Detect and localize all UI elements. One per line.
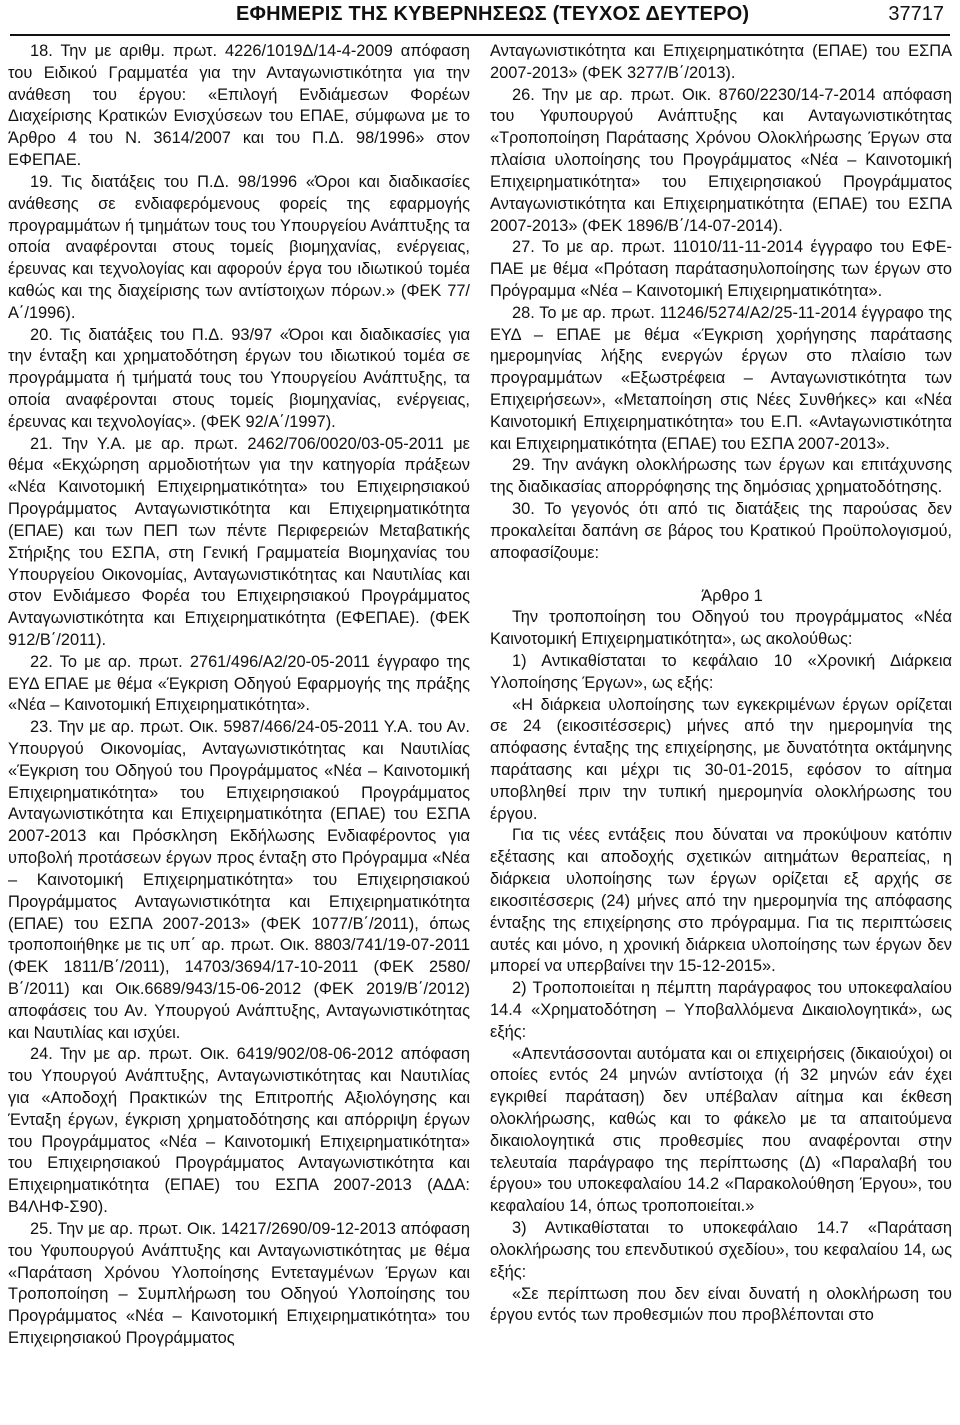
paragraph-21: 21. Την Υ.Α. με αρ. πρωτ. 2462/706/0020/03-05-2011 με θέμα «Εκχώρηση αρμοδιοτήτων για την κατηγορία πράξεων «Νέα Καινοτομική Επιχειρηματικότητα» του Επιχειρησιακού Προγράμματος Ανταγωνιστικότητα και Επιχειρηματικότητα (ΕΠΑΕ) και των ΠΕΠ των πέντε Περιφερειών Μεταβατικής Στήριξης του ΕΣΠΑ, στη Γενική Γραμματεία Βιομηχανίας του Υπουργείου Οικονομίας, Ανταγωνιστικότητας και Ναυτιλίας και στον Ενδιάμεσο Φορέα του Επιχειρησιακού Προγράμματος Ανταγωνιστικότητα και Επιχειρηματικότητα (ΕΦΕΠΑΕ). (ΦΕΚ 912/Β΄/2011). xyxy=(8,434,470,649)
paragraph-25: 25. Την με αρ. πρωτ. Οικ. 14217/2690/09-12-2013 απόφαση του Υφυπουργού Ανάπτυξης και Ανταγωνιστικότητας με θέμα «Παράταση Χρόνου Υλοποίησης Εντεταγμένων Έργων και Τροποποίηση – Συμπλήρωση του Οδηγού Υλοποίησης του Προγράμματος «Νέα – Καινοτομική Επιχειρηματικότητα» του Επιχειρησιακού Προγράμματος xyxy=(8,1219,470,1347)
page-header xyxy=(10,0,950,36)
amendment-1-text-a: «Η διάρκεια υλοποίησης των εγκεκριμένων έργων ορίζεται σε 24 (εικοσιτέσσερις) μήνες από την ημερομηνία της απόφασης ένταξης της επιχείρησης, με δυνατότητα οκτάμηνης παράτασης και μέχρι τις 30-01-2015, εφόσον το αίτημα υποβληθεί πριν την τυπική ημερομηνία ολοκλήρωσης του έργου. xyxy=(490,695,952,823)
amendment-1-text-b: Για τις νέες εντάξεις που δύναται να προκύψουν κατόπιν εξέτασης και αποδοχής σχετικών αιτημάτων θεραπείας, η διάρκεια υλοποίησης των έργων ορίζεται εξ αρχής σε εικοσιτέσσερις (24) μήνες από την ημερομηνία της απόφασης ένταξης της επιχείρησης στο πρόγραμμα. Για τις περιπτώσεις αυτές και μόνο, η χρονική διάρκεια υλοποίησης των έργων δεν μπορεί να υπερβαίνει την 15-12-2015». xyxy=(490,826,952,976)
gazette-title: ΕΦΗΜΕΡΙΣ ΤΗΣ ΚΥΒΕΡΝΗΣΕΩΣ (ΤΕΥΧΟΣ ΔΕΥΤΕΡΟ) xyxy=(236,3,750,25)
page-number: 37717 xyxy=(888,3,944,25)
amendment-3-text: «Σε περίπτωση που δεν είναι δυνατή η ολοκλήρωση του έργου εντός των προθεσμιών που προβλέπονται στο xyxy=(490,1284,952,1325)
article-title: Άρθρο 1 xyxy=(701,586,763,605)
left-column xyxy=(8,41,470,1350)
amendment-1: 1) Αντικαθίσταται το κεφάλαιο 10 «Χρονική Διάρκεια Υλοποίησης Έργων», ως εξής: xyxy=(490,651,952,692)
paragraph-19: 19. Τις διατάξεις του Π.Δ. 98/1996 «Όροι και διαδικασίες ανάθεσης σε ενδιαφερόμενους φορείς της εφαρμογής προγραμμάτων ή τμημάτων τους του Υπουργείου Ανάπτυξης τα οποία αναφέρονται στους τομείς βιομηχανίας, ενέργειας, έρευνας και τεχνολογίας και αφορούν έργα του ιδιωτικού τομέα καθώς και της διαχείρισης των αντίστοιχων πόρων.» (ΦΕΚ 77/Α΄/1996). xyxy=(8,172,470,322)
paragraph-27: 27. Το με αρ. πρωτ. 11010/11-11-2014 έγγραφο του ΕΦΕΠΑΕ με θέμα «Πρόταση παράτασηυλοποίησης των έργων στο Πρόγραμμα «Νέα – Καινοτομική Επιχειρηματικότητα». xyxy=(490,238,952,300)
paragraph-24: 24. Την με αρ. πρωτ. Οικ. 6419/902/08-06-2012 απόφαση του Υπουργού Ανάπτυξης, Ανταγωνιστικότητας και Ναυτιλίας για «Αποδοχή Πρακτικών της Επιτροπής Αξιολόγησης και Ένταξη έργων, έγκριση χρηματοδότησης και απόρριψη έργων του Προγράμματος «Νέα – Καινοτομική Επιχειρηματικότητα» του Επιχειρησιακού Προγράμματος Ανταγωνιστικότητα και Επιχειρηματικότητα (ΕΠΑΕ) του ΕΣΠΑ 2007-2013 (ΑΔΑ: Β4ΛΗΦ-Σ90). xyxy=(8,1045,470,1217)
paragraph-28: 28. Το με αρ. πρωτ. 11246/5274/Α2/25-11-2014 έγγραφο της ΕΥΔ – ΕΠΑΕ με θέμα «Έγκριση χορήγησης παράτασης ημερομηνίας λήξης ενεργών έργων στο πλαίσιο των προγραμμάτων «Εξωστρέφεια – Ανταγωνιστικότητα των Επιχειρήσεων», «Μεταποίηση στις Νέες Συνθήκες» και «Νέα Καινοτομική Επιχειρηματικότητα» του Ε.Π. «Ανtaγωνιστικότητα και Επιχειρηματικότητα (ΕΠΑΕ) του ΕΣΠΑ 2007-2013». xyxy=(490,303,952,453)
paragraph-20: 20. Τις διατάξεις του Π.Δ. 93/97 «Όροι και διαδικασίες για την ένταξη και χρηματοδότηση έργων του ιδιωτικού τομέα σε προγράμματα ή τμήματά τους του Υπουργείου Ανάπτυξης, τα οποία αναφέρονται στους τομείς βιομηχανίας, ενέργειας, έρευνας και τεχνολογίας». (ΦΕΚ 92/Α΄/1997). xyxy=(8,325,470,431)
paragraph-23: 23. Την με αρ. πρωτ. Οικ. 5987/466/24-05-2011 Υ.Α. του Αν. Υπουργού Οικονομίας, Ανταγωνιστικότητας και Ναυτιλίας «Έγκριση του Οδηγού του Προγράμματος «Νέα – Καινοτομική Επιχειρηματικότητα» του Επιχειρησιακού Προγράμματος Ανταγωνιστικότητα και Επιχειρηματικότητα (ΕΠΑΕ) του ΕΣΠΑ 2007-2013 και Πρόσκληση Εκδήλωσης Ενδιαφέροντος για υποβολή προτάσεων έργων προς ένταξη στο Πρόγραμμα «Νέα – Καινοτομική Επιχειρηματικότητα» του Επιχειρησιακού Προγράμματος Ανταγωνιστικότητα και Επιχειρηματικότητα (ΕΠΑΕ) του ΕΣΠΑ 2007-2013» (ΦΕΚ 1077/Β΄/2011), όπως τροποποιήθηκε με τις υπ΄ αρ. πρωτ. Οικ. 8803/741/19-07-2011 (ΦΕΚ 1811/Β΄/2011), 14703/3694/17-10-2011 (ΦΕΚ 2580/Β΄/2011) και Οικ.6689/943/15-06-2012 (ΦΕΚ 2019/Β΄/2012) αποφάσεις του Αν. Υπουργού Ανάπτυξης, Ανταγωνιστικότητας και Ναυτιλίας και ισχύει. xyxy=(8,718,470,1042)
paragraph-22: 22. Το με αρ. πρωτ. 2761/496/Α2/20-05-2011 έγγραφο της ΕΥΔ ΕΠΑΕ με θέμα «Έγκριση Οδηγού Εφαρμογής της πράξης «Νέα – Καινοτομική Επιχειρηματικότητα». xyxy=(8,652,470,715)
paragraph-18: 18. Την με αριθμ. πρωτ. 4226/1019Δ/14-4-2009 απόφαση του Ειδικού Γραμματέα για την Ανταγωνιστικότητα για την ανάθεση του έργου: «Επιλογή Ενδιάμεσων Φορέων Διαχείρισης Κρατικών Ενισχύσεων του ΕΠΑΕ, σύμφωνα με το Άρθρο 4 του Ν. 3614/2007 και του Π.Δ. 98/1996» στον ΕΦΕΠΑΕ. xyxy=(8,42,470,170)
amendment-2-text: «Απεντάσσονται αυτόματα και οι επιχειρήσεις (δικαιούχοι) οι οποίες εντός 24 μηνών αντίστοιχα (ή 32 μηνών εάν έχει εγκριθεί παράταση) δεν υπέβαλαν αίτημα και έκθεση ολοκλήρωσης, καθώς και το φάκελο με τα απαιτούμενα δικαιολογητικά στις προθεσμίες που αναφέρονται στην τελευταία παράγραφο της περίπτωσης (Δ) «Παραλαβή του έργου» του υποκεφαλαίου 14.2 «Παρακολούθηση Έργου», του κεφαλαίου 14, όπως τροποποιείται.» xyxy=(490,1044,952,1216)
right-column xyxy=(490,41,952,1327)
paragraph-29: 29. Την ανάγκη ολοκλήρωσης των έργων και επιτάχυνσης της διαδικασίας απορρόφησης της δημόσιας χρηματοδότησης. xyxy=(490,456,952,497)
article-intro: Την τροποποίηση του Οδηγού του προγράμματος «Νέα Καινοτομική Επιχειρηματικότητα», ως ακολούθως: xyxy=(490,608,952,649)
amendment-3: 3) Αντικαθίσταται το υποκεφάλαιο 14.7 «Παράταση ολοκλήρωσης του επενδυτικού σχεδίου», του κεφαλαίου 14, ως εξής: xyxy=(490,1219,952,1281)
paragraph-30: 30. Το γεγονός ότι από τις διατάξεις της παρούσας δεν προκαλείται δαπάνη σε βάρος του Κρατικού Προϋπολογισμού, αποφασίζουμε: xyxy=(490,500,952,562)
paragraph-26: 26. Την με αρ. πρωτ. Οικ. 8760/2230/14-7-2014 απόφαση του Υφυπουργού Ανάπτυξης και Ανταγωνιστικότητας «Τροποποίηση Παράτασης Χρόνου Ολοκλήρωσης Έργων στα πλαίσια υλοποίησης του Προγράμματος «Νέα – Καινοτομική Επιχειρηματικότητα» του Επιχειρησιακού Προγράμματος Ανταγωνιστικότητα και Επιχειρηματικότητα (ΕΠΑΕ) του ΕΣΠΑ 2007-2013» (ΦΕΚ 1896/Β΄/14-07-2014). xyxy=(490,85,952,235)
paragraph-25-continued: Ανταγωνιστικότητα και Επιχειρηματικότητα (ΕΠΑΕ) του ΕΣΠΑ 2007-2013» (ΦΕΚ 3277/Β΄/2013). xyxy=(490,42,952,82)
amendment-2: 2) Τροποποιείται η πέμπτη παράγραφος του υποκεφαλαίου 14.4 «Χρηματοδότηση – Υποβαλλόμενα Δικαιολογητικά», ως εξής: xyxy=(490,979,952,1041)
